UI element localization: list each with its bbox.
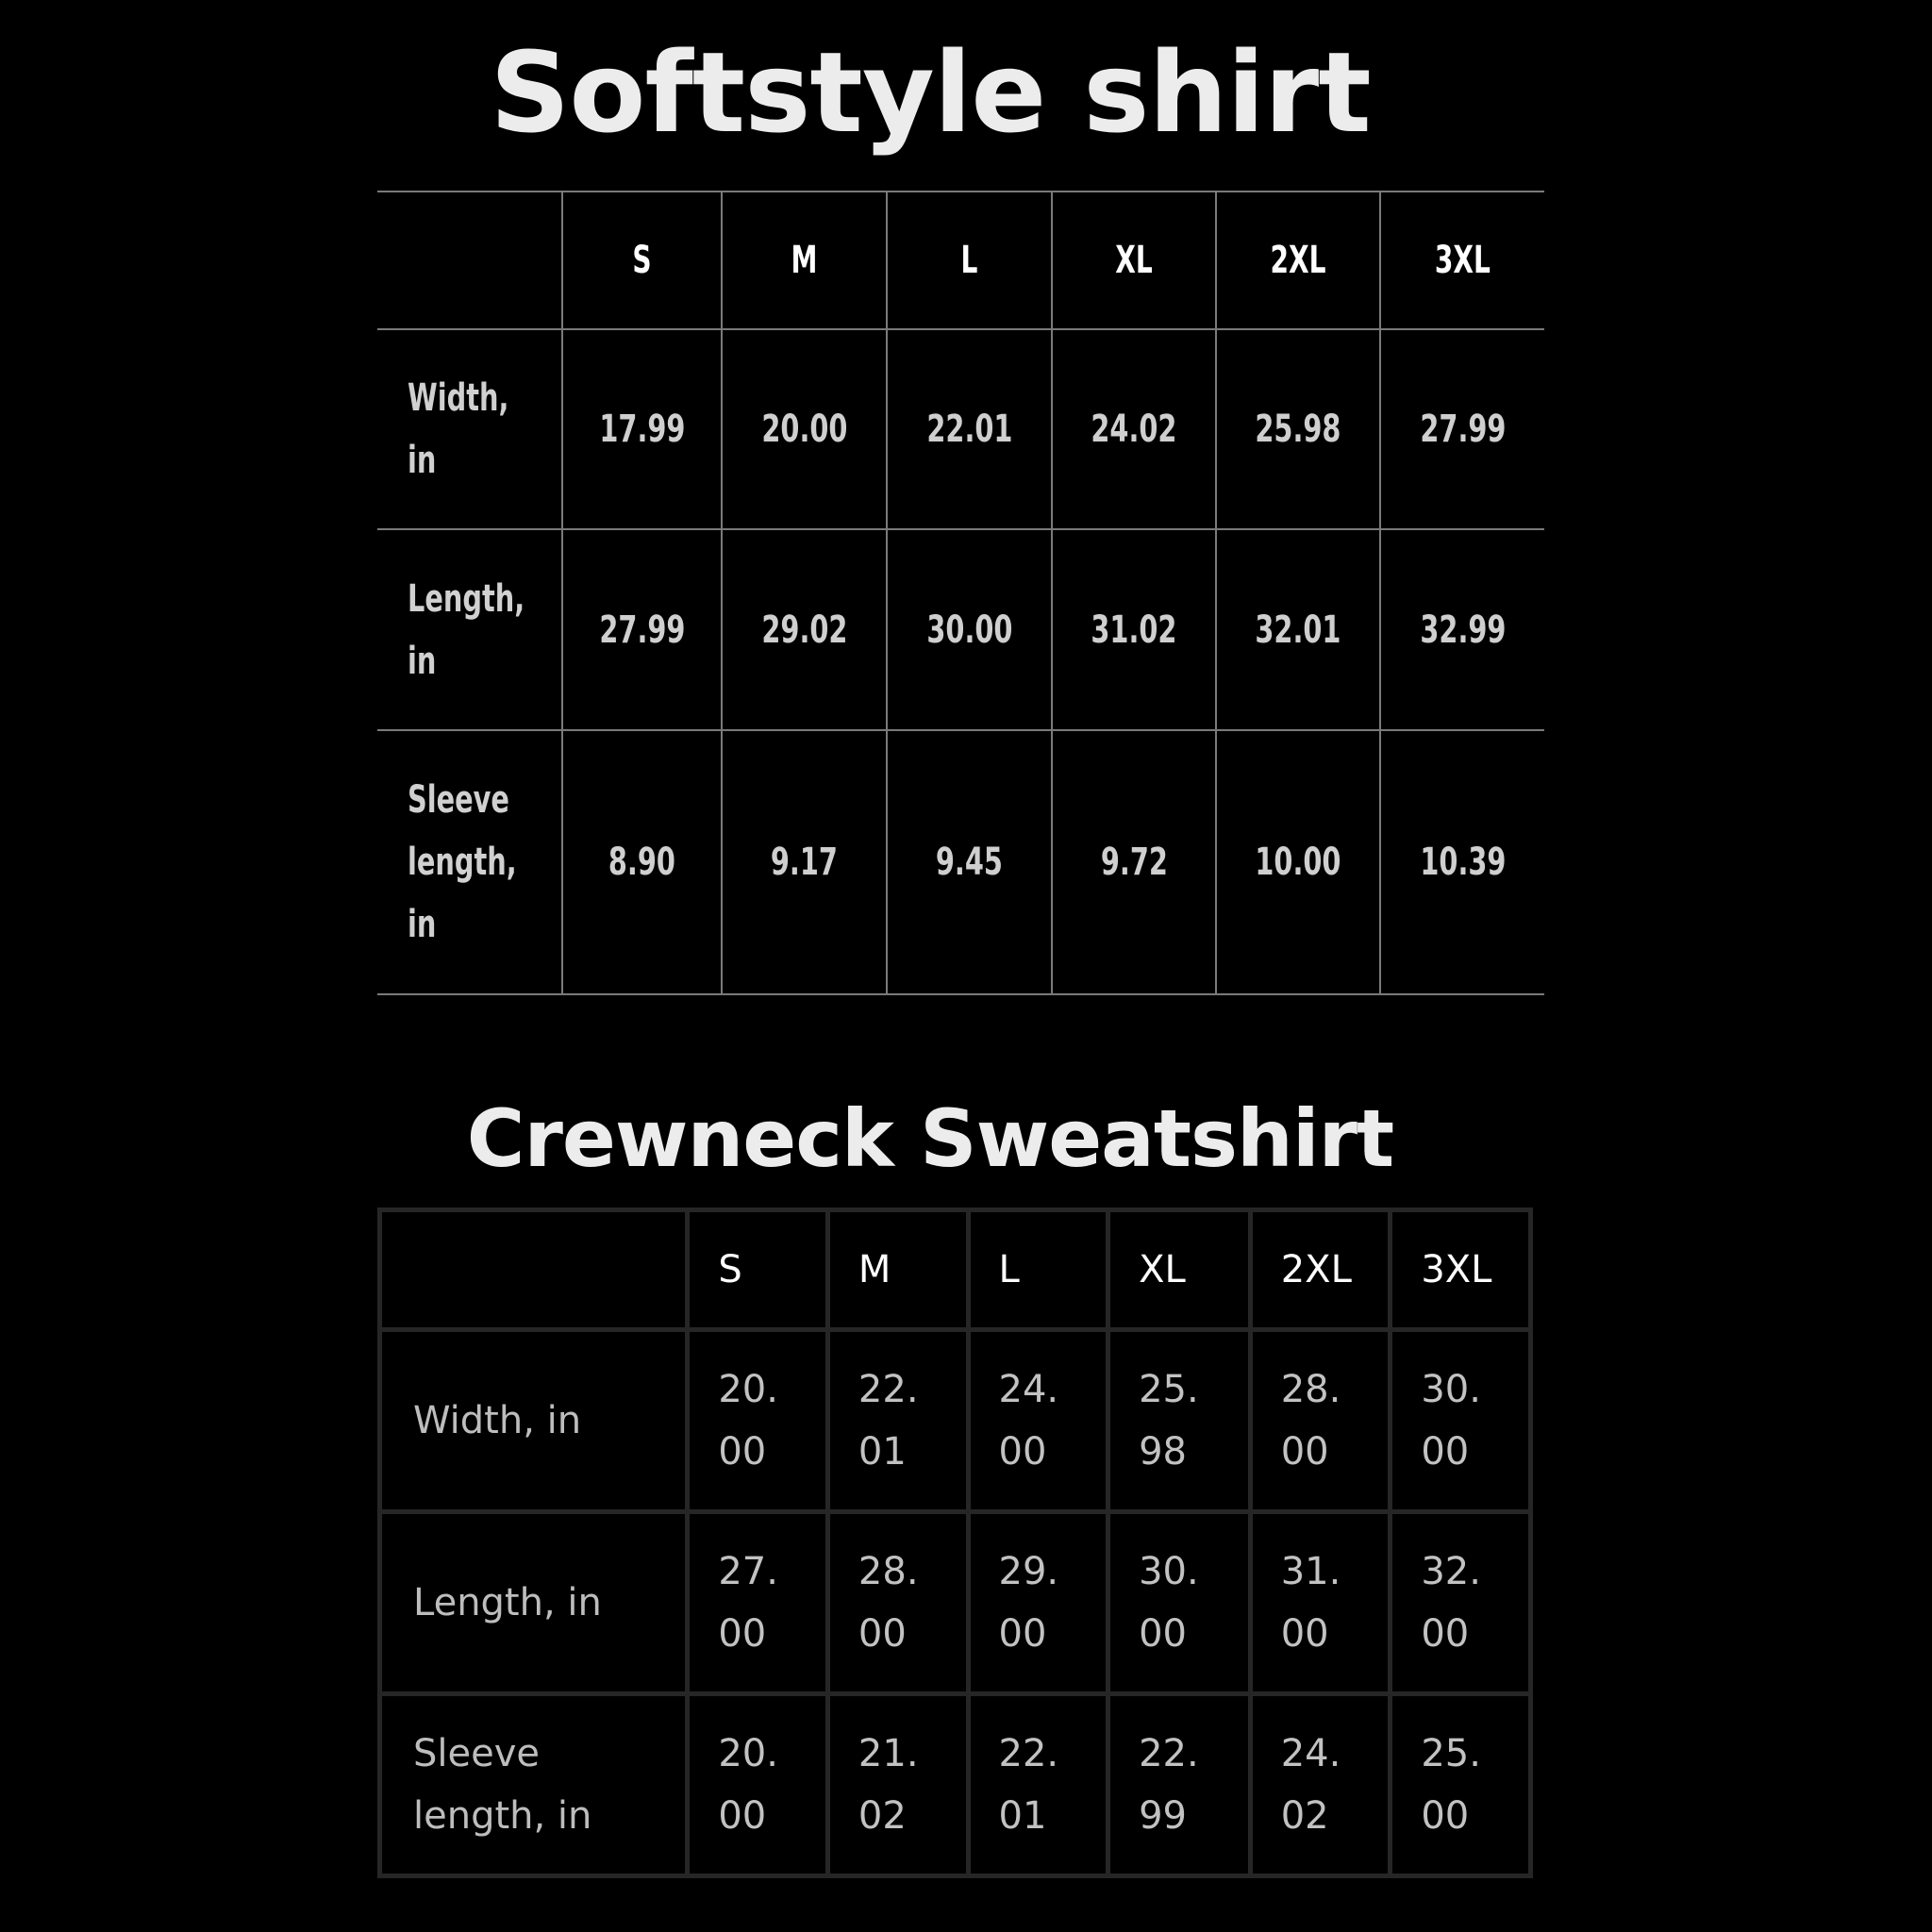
table-cell: 29. 00 — [968, 1512, 1108, 1694]
crewneck-size-l: L — [968, 1210, 1108, 1330]
softstyle-size-3xl: 3XL — [1398, 192, 1526, 329]
table-cell: 24. 02 — [1250, 1694, 1391, 1876]
crewneck-size-3xl: 3XL — [1391, 1210, 1531, 1330]
softstyle-title: Softstyle shirt — [490, 27, 1371, 158]
table-row — [380, 1694, 1531, 1876]
table-cell: 30. 00 — [1391, 1330, 1531, 1512]
table-cell: 31.02 — [1052, 529, 1216, 730]
table-cell: 22. 01 — [968, 1694, 1108, 1876]
table-cell: 20.00 — [722, 329, 887, 529]
table-cell: 27. 00 — [688, 1512, 828, 1694]
softstyle-size-xl: XL — [1070, 192, 1198, 329]
softstyle-size-m: M — [740, 192, 869, 329]
table-row — [377, 730, 1544, 994]
table-cell: 27.99 — [1380, 329, 1544, 529]
table-cell: 21. 02 — [827, 1694, 968, 1876]
crewneck-size-table — [377, 1208, 1533, 1878]
table-cell: 32.99 — [1380, 529, 1544, 730]
table-cell: 29.02 — [722, 529, 887, 730]
table-row — [377, 529, 1544, 730]
table-cell: 30. 00 — [1108, 1512, 1251, 1694]
softstyle-header-row — [377, 192, 1544, 329]
softstyle-size-l: L — [905, 192, 1034, 329]
table-row — [380, 1512, 1531, 1694]
crewneck-size-2xl: 2XL — [1250, 1210, 1391, 1330]
crewneck-size-s: S — [688, 1210, 828, 1330]
table-cell: 32.01 — [1216, 529, 1380, 730]
softstyle-row-label-width: Width, in — [377, 329, 562, 529]
crewneck-size-m: M — [827, 1210, 968, 1330]
table-cell: 8.90 — [562, 730, 722, 994]
softstyle-size-2xl: 2XL — [1234, 192, 1362, 329]
crewneck-row-label-length: Length, in — [380, 1512, 688, 1694]
crewneck-row-label-width: Width, in — [380, 1330, 688, 1512]
table-cell: 20. 00 — [688, 1694, 828, 1876]
crewneck-title: Crewneck Sweatshirt — [466, 1092, 1394, 1185]
softstyle-size-table — [377, 191, 1544, 995]
softstyle-row-label-length: Length, in — [377, 529, 562, 730]
table-cell: 22. 99 — [1108, 1694, 1251, 1876]
table-row — [377, 329, 1544, 529]
table-row — [380, 1330, 1531, 1512]
table-cell: 30.00 — [887, 529, 1052, 730]
table-cell: 17.99 — [562, 329, 722, 529]
table-cell: 28. 00 — [827, 1512, 968, 1694]
table-cell: 22. 01 — [827, 1330, 968, 1512]
crewneck-corner-cell — [380, 1210, 688, 1330]
table-cell: 22.01 — [887, 329, 1052, 529]
table-cell: 10.39 — [1380, 730, 1544, 994]
table-cell: 27.99 — [562, 529, 722, 730]
table-cell: 25. 98 — [1108, 1330, 1251, 1512]
crewneck-row-label-sleeve: Sleeve length, in — [380, 1694, 688, 1876]
table-cell: 20. 00 — [688, 1330, 828, 1512]
table-cell: 25.98 — [1216, 329, 1380, 529]
table-cell: 9.72 — [1052, 730, 1216, 994]
softstyle-corner-cell — [398, 192, 542, 329]
table-cell: 24.02 — [1052, 329, 1216, 529]
crewneck-size-xl: XL — [1108, 1210, 1251, 1330]
table-cell: 9.17 — [722, 730, 887, 994]
table-cell: 28. 00 — [1250, 1330, 1391, 1512]
table-cell: 10.00 — [1216, 730, 1380, 994]
table-cell: 25. 00 — [1391, 1694, 1531, 1876]
softstyle-size-s: S — [580, 192, 705, 329]
softstyle-row-label-sleeve: Sleeve length, in — [377, 730, 562, 994]
table-cell: 24. 00 — [968, 1330, 1108, 1512]
table-cell: 9.45 — [887, 730, 1052, 994]
table-cell: 31. 00 — [1250, 1512, 1391, 1694]
crewneck-header-row — [380, 1210, 1531, 1330]
table-cell: 32. 00 — [1391, 1512, 1531, 1694]
